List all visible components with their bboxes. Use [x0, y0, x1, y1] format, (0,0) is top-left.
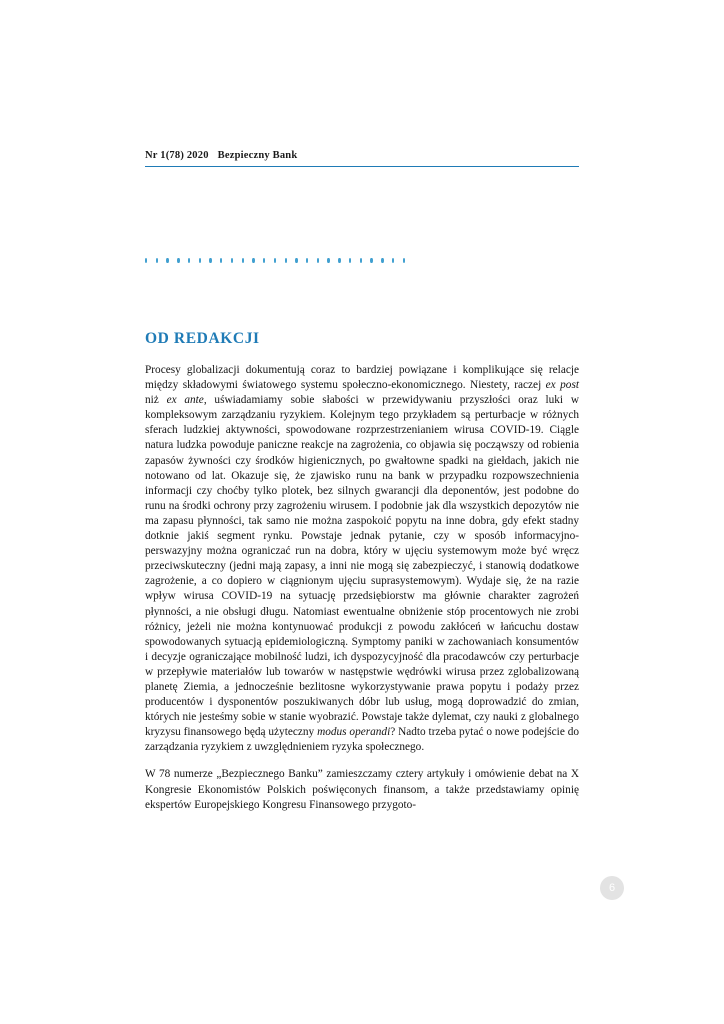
dot-icon	[263, 258, 265, 263]
body-text	[145, 363, 579, 813]
dot-icon	[231, 258, 233, 263]
decorative-dots	[145, 258, 405, 263]
dot-icon	[317, 258, 319, 263]
header-text	[145, 150, 579, 161]
dot-icon	[338, 258, 340, 263]
page-header	[145, 150, 579, 167]
dot-icon	[252, 258, 254, 263]
dot-icon	[274, 258, 276, 263]
dot-icon	[360, 258, 362, 263]
dot-icon	[156, 258, 158, 263]
dot-icon	[381, 258, 383, 263]
dot-icon	[370, 258, 372, 263]
dot-icon	[392, 258, 394, 263]
dot-icon	[327, 258, 329, 263]
dot-icon	[188, 258, 190, 263]
page-number-badge: 6	[600, 876, 624, 900]
paragraph: W 78 numerze „Bezpiecznego Banku” zamieszczamy cztery artykuły i omówienie debat na X Kongresie Ekonomistów Polskich poświęconych finansom, a także przedstawiamy opinię ekspertów Europejskiego Kongresu Finansowego przygoto-	[145, 768, 579, 811]
dot-icon	[220, 258, 222, 263]
dot-icon	[285, 258, 287, 263]
dot-icon	[349, 258, 351, 263]
dot-icon	[166, 258, 168, 263]
dot-icon	[403, 258, 405, 263]
dot-icon	[295, 258, 297, 263]
dot-icon	[209, 258, 211, 263]
journal-title: Bezpieczny Bank	[217, 150, 298, 161]
dot-icon	[242, 258, 244, 263]
dot-icon	[145, 258, 147, 263]
section-title: OD REDAKCJI	[145, 330, 260, 347]
dot-icon	[306, 258, 308, 263]
paragraph: Procesy globalizacji dokumentują coraz to bardziej powiązane i komplikujące się relacje między składowymi światowego systemu społeczno-ekonomicznego. Niestety, raczej ex post niż ex ante, uświadamiamy sobie słabości w przewidywaniu przyszłości oraz luki w kompleksowym zarządzaniu ryzykiem. Kolejnym tego przykładem są perturbacje w różnych sferach ludzkiej aktywności, spowodowane rozprzestrzenianiem wirusa COVID-19. Ciągle natura ludzka powoduje paniczne reakcje na zagrożenia, co objawia się począwszy od robienia zapasów żywności czy środków higienicznych, po gwałtowne spadki na giełdach, jakich nie notowano od lat. Okazuje się, że zjawisko runu na bank w przypadku rozpowszechnienia informacji czy choćby tylko plotek, bez silnych gwarancji dla deponentów, jest podobne do runu na środki ochrony przy zagrożeniu wirusem. I podobnie jak dla wszystkich depozytów nie ma zapasu płynności, tak samo nie można zaspokoić popytu na inne dobra, gdy efekt stadny dotknie jakiś segment rynku. Powstaje jednak pytanie, czy w sposób informacyjno-perswazyjny można ograniczać run na dobra, który w ujęciu systemowym może być wręcz przeciwskuteczny (jedni mają zapasy, a inni nie mogą się zabezpieczyć, i stanowią dodatkowe zagrożenie, a co dopiero w ciągnionym ujęciu suprasystemowym). Wydaje się, że na razie wpływ wirusa COVID-19 na sytuację przedsiębiorstw ma głównie charakter zagrożeń płynności, a nie obsługi długu. Natomiast ewentualne obniżenie stóp procentowych nie zrobi różnicy, jeżeli nie można kontynuować produkcji z powodu zakłóceń w łańcuchu dostaw spowodowanych sytuacją epidemiologiczną. Symptomy paniki w zachowaniach konsumentów i decyzje ograniczające mobilność ludzi, ich dyspozycyjność dla pracodawców czy perturbacje w przepływie materiałów lub towarów w następstwie wędrówki wirusa przez zglobalizowaną planetę Ziemia, a jednocześnie bezlitosne wykorzystywanie prawa popytu i podaży przez producentów i dysponentów poszukiwanych dóbr lub usług, mogą doprowadzić do zmian, których nie jesteśmy sobie w stanie wyobrazić. Powstaje także dylemat, czy nauki z globalnego kryzysu finansowego będą użyteczny modus operandi? Nadto trzeba pytać o nowe podejście do zarządzania ryzykiem z uwzględnieniem ryzyka społecznego.	[145, 364, 579, 754]
dot-icon	[199, 258, 201, 263]
header-divider	[145, 166, 579, 167]
issue-number: Nr 1(78) 2020	[145, 150, 209, 161]
dot-icon	[177, 258, 179, 263]
